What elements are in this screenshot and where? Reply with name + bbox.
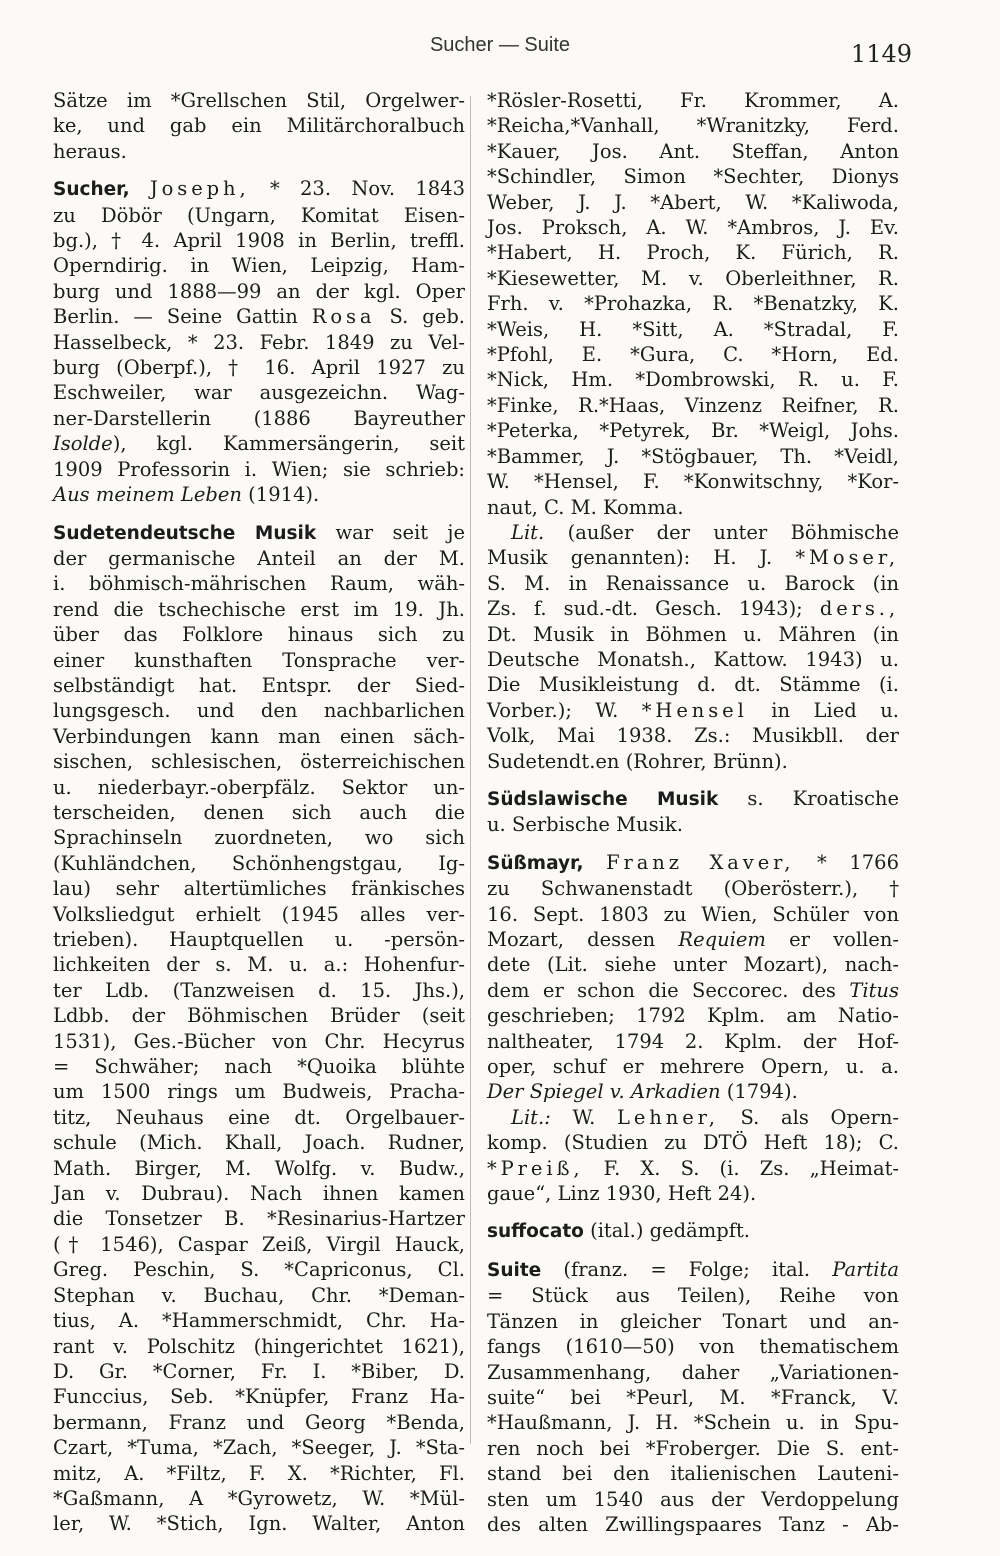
text-line: u. niederbayr.-oberpfälz. Sektor un- xyxy=(53,775,465,799)
text-line xyxy=(487,1257,899,1283)
text-line: lungsgesch. und den nachbarlichen xyxy=(53,699,465,723)
text-line: dete (Lit. siehe unter Mozart), nach- xyxy=(487,953,899,977)
text-line: = Schwäher; nach *Quoika blühte xyxy=(53,1055,465,1079)
text-line xyxy=(487,698,899,723)
text-line: sischen, schlesischen, österreichischen xyxy=(53,750,465,774)
text-line: geschrieben; 1792 Kplm. am Natio- xyxy=(487,1004,899,1028)
entry-suessmayr xyxy=(487,850,899,1207)
spaced-name: Rosa xyxy=(311,305,376,329)
text-line: mitz, A. *Filtz, F. X. *Richter, Fl. xyxy=(53,1461,465,1485)
text-line: burg (Oberpf.), † 16. April 1927 zu xyxy=(53,356,465,380)
text-line: *Gaßmann, A *Gyrowetz, W. *Mül- xyxy=(53,1486,465,1510)
text-line: *Bammer, J. *Stögbauer, Th. *Veidl, xyxy=(487,444,899,468)
text-line: *Haußmann, J. H. *Schein u. in Spu- xyxy=(487,1411,899,1435)
text-line: *Nick, Hm. *Dombrowski, R. u. F. xyxy=(487,368,899,392)
text-line xyxy=(487,850,899,876)
spaced-name: *Hensel xyxy=(641,698,748,722)
text-line: = Stück aus Teilen), Reihe von xyxy=(487,1284,899,1308)
text-line: fangs (1610—50) von thematischem xyxy=(487,1335,899,1359)
text-run: in Lied u. xyxy=(771,698,899,722)
text-line: Weber, J. J. *Abert, W. *Kaliwoda, xyxy=(487,190,899,214)
text-run: (1914). xyxy=(241,483,320,507)
text-line: ke, und gab ein Militärchoralbuch xyxy=(53,114,465,138)
text-line: Zusammenhang, daher „Variationen- xyxy=(487,1360,899,1384)
text-line xyxy=(487,927,899,952)
spaced-name: ders., xyxy=(819,597,900,621)
work-title: Aus meinem Leben xyxy=(53,483,242,507)
text-line: naut, C. M. Komma. xyxy=(487,495,684,519)
text-line: Sätze im *Grellschen Stil, Orgelwer- xyxy=(53,89,465,112)
text-line: *Finke, R.*Haas, Vinzenz Reifner, R. xyxy=(487,393,899,417)
text-line: *Kiesewetter, M. v. Oberleithner, R. xyxy=(487,266,899,290)
text-line: Hasselbeck, * 23. Febr. 1849 zu Vel- xyxy=(53,330,465,354)
text-run: * 23. Nov. 1843 xyxy=(269,177,465,201)
text-line: Die Musikleistung d. dt. Stämme (i. xyxy=(487,673,899,697)
entry-suite xyxy=(487,1257,899,1537)
text-line xyxy=(487,1156,899,1181)
text-run: Musik genannten): H. J. xyxy=(487,546,773,570)
text-line: oper, schuf er mehrere Opern, u. a. xyxy=(487,1055,899,1079)
work-title: Der Spiegel v. Arkadien xyxy=(487,1080,721,1104)
work-title: Titus xyxy=(849,978,899,1002)
text-line: Ldbb. der Böhmischen Brüder (seit xyxy=(53,1004,465,1028)
text-line: titz, Neuhaus eine dt. Orgelbauer- xyxy=(53,1105,465,1129)
text-line: *Reicha,*Vanhall, *Wranitzky, Ferd. xyxy=(487,114,899,138)
text-run: Berlin. — Seine Gattin xyxy=(53,305,298,329)
text-line: 16. Sept. 1803 zu Wien, Schüler von xyxy=(487,902,899,926)
text-run: * 1766 xyxy=(816,850,899,874)
work-title: Requiem xyxy=(678,928,766,951)
text-run: S. geb. xyxy=(389,305,466,329)
text-line: Sudetendt.en (Rohrer, Brünn). xyxy=(487,749,788,773)
text-line xyxy=(487,520,899,545)
text-line: u. Serbische Musik. xyxy=(487,813,683,837)
entry-sudetendeutsche-musik xyxy=(53,520,465,1537)
text-line: *Schindler, Simon *Sechter, Dionys xyxy=(487,165,899,189)
text-line: naltheater, 1794 2. Kplm. der Hof- xyxy=(487,1029,899,1053)
text-line: rant v. Polschitz (hingerichtet 1621), xyxy=(53,1334,465,1358)
text-line xyxy=(53,431,465,456)
text-line: heraus. xyxy=(53,139,127,163)
text-line xyxy=(487,1079,899,1104)
text-line: stand bei den italienischen Lauteni- xyxy=(487,1462,899,1486)
text-run: Zs. f. sud.-dt. Gesch. 1943); xyxy=(487,597,803,621)
text-line: lau) sehr altertümliches fränkisches xyxy=(53,877,465,901)
text-line: (Kuhländchen, Schönhengstgau, Ig- xyxy=(53,851,465,875)
text-run: F. X. S. (i. Zs. „Heimat- xyxy=(603,1156,899,1180)
right-column xyxy=(487,88,899,1537)
entry-headword: Sudetendeutsche Musik xyxy=(53,522,317,544)
text-line: *Habert, H. Proch, K. Fürich, R. xyxy=(487,241,899,265)
text-run: Mozart, dessen xyxy=(487,928,679,951)
text-line: der germanische Anteil an der M. xyxy=(53,546,465,570)
literature-sudeten xyxy=(487,520,899,774)
text-line: bermann, Franz und Georg *Benda, xyxy=(53,1410,465,1434)
text-line: schule (Mich. Khall, Joach. Rudner, xyxy=(53,1131,465,1155)
running-head: Sucher — Suite xyxy=(429,34,571,56)
text-line: einer kunsthaften Tonsprache ver- xyxy=(53,648,465,672)
lit-label: Lit. xyxy=(511,520,545,544)
text-line: Tänzen in gleicher Tonart und an- xyxy=(487,1309,899,1333)
text-line: S. M. in Renaissance u. Barock (in xyxy=(487,571,899,595)
text-line: des alten Zwillingspaares Tanz - Ab- xyxy=(487,1512,899,1536)
work-title: Isolde xyxy=(53,432,113,456)
text-line: 1909 Professorin i. Wien; sie schrieb: xyxy=(53,457,465,481)
text-line: *Kauer, Jos. Ant. Steffan, Anton xyxy=(487,139,899,163)
text-line: die Tonsetzer B. *Resinarius-Hartzer xyxy=(53,1207,465,1231)
entry-headword: Suite xyxy=(487,1259,542,1281)
text-run: (franz. = Folge; ital. xyxy=(541,1257,833,1281)
text-line xyxy=(487,596,899,621)
text-line: Funccius, Seb. *Knüpfer, Franz Ha- xyxy=(53,1385,465,1409)
text-line: Jos. Proksch, A. W. *Ambros, J. Ev. xyxy=(487,216,899,240)
spaced-name: *Preiß, xyxy=(487,1156,584,1180)
text-line: komp. (Studien zu DTÖ Heft 18); C. xyxy=(487,1131,899,1155)
text-line xyxy=(53,482,465,507)
text-line: D. Gr. *Corner, Fr. I. *Biber, D. xyxy=(53,1359,465,1383)
text-line: Czart, *Tuma, *Zach, *Seeger, J. *Sta- xyxy=(53,1436,465,1460)
spaced-name: Franz Xaver, xyxy=(606,850,795,874)
text-line xyxy=(487,545,899,570)
text-run: dem er schon die Seccorec. des xyxy=(487,978,850,1002)
text-line: Verbindungen kann man einen säch- xyxy=(53,724,465,748)
text-line: trieben). Hauptquellen u. -persön- xyxy=(53,928,465,951)
text-line: rend die tschechische erst im 19. Jh. xyxy=(53,597,465,621)
text-run: war seit je xyxy=(316,520,465,544)
entry-sudeten-continuation xyxy=(487,88,899,520)
text-line: zu Döbör (Ungarn, Komitat Eisen- xyxy=(53,203,465,227)
column-divider xyxy=(470,96,471,1444)
spaced-name: Joseph, xyxy=(149,177,250,201)
entry-suedslawische-musik xyxy=(487,786,899,838)
text-line: ner-Darstellerin (1886 Bayreuther xyxy=(53,406,465,430)
text-run: Vorber.); W. xyxy=(487,698,619,722)
text-run: (ital.) gedämpft. xyxy=(583,1219,750,1243)
text-line: *Rösler-Rosetti, Fr. Krommer, A. xyxy=(487,89,899,112)
text-line xyxy=(53,304,465,329)
text-line: suite“ bei *Peurl, M. *Franck, V. xyxy=(487,1385,899,1409)
text-line: Deutsche Monatsh., Kattow. 1943) u. xyxy=(487,647,899,671)
text-line xyxy=(487,1105,899,1130)
text-line: Greg. Peschin, S. *Capriconus, Cl. xyxy=(53,1258,465,1282)
text-line: tius, A. *Hammerschmidt, Chr. Ha- xyxy=(53,1309,465,1333)
text-line: Frh. v. *Prohazka, R. *Benatzky, K. xyxy=(487,292,899,316)
text-line: zu Schwanenstadt (Oberösterr.), † xyxy=(487,877,899,901)
entry-continuation xyxy=(53,88,465,164)
text-line: Stephan v. Buchau, Chr. *Deman- xyxy=(53,1283,465,1307)
text-line: Operndirig. in Wien, Leipzig, Ham- xyxy=(53,254,465,278)
text-line: bg.), † 4. April 1908 in Berlin, treffl. xyxy=(53,229,465,253)
text-run: S. als Opern- xyxy=(740,1105,900,1129)
text-line: Eschweiler, war ausgezeichn. Wag- xyxy=(53,381,465,405)
text-line: Math. Birger, M. Wolfg. v. Budw., xyxy=(53,1156,465,1180)
text-line xyxy=(487,978,899,1003)
text-line xyxy=(487,786,899,812)
lit-label: Lit.: xyxy=(511,1105,551,1129)
text-line: 1531), Ges.-Bücher von Chr. Hecyrus xyxy=(53,1029,465,1053)
spaced-name: Lehner, xyxy=(616,1105,719,1129)
entry-suffocato xyxy=(487,1218,899,1244)
text-line: ren noch bei *Froberger. Die S. ent- xyxy=(487,1436,899,1460)
entry-headword: Sucher, xyxy=(53,179,130,201)
text-run: W. xyxy=(572,1105,596,1129)
text-line: Jan v. Dubrau). Nach ihnen kamen xyxy=(53,1182,465,1206)
text-run: ), kgl. Kammersängerin, seit xyxy=(112,432,465,456)
entry-sucher xyxy=(53,176,465,507)
text-run: er vollen- xyxy=(765,928,899,951)
text-line xyxy=(53,520,465,546)
text-line: lichkeiten der s. M. u. a.: Hohenfur- xyxy=(53,953,465,977)
text-line: sten um 1540 aus der Verdoppelung xyxy=(487,1487,899,1511)
text-line: über das Folklore hinaus sich zu xyxy=(53,623,465,647)
text-line: Volk, Mai 1938. Zs.: Musikbll. der xyxy=(487,724,899,748)
spaced-name: *Moser, xyxy=(795,546,900,570)
text-line: ler, W. *Stich, Ign. Walter, Anton xyxy=(53,1512,465,1536)
text-run: (1794). xyxy=(720,1080,798,1104)
entry-headword: Süßmayr, xyxy=(487,852,584,874)
left-column xyxy=(53,88,465,1537)
text-run: s. Kroatische xyxy=(718,786,899,810)
text-line: *Pfohl, E. *Gura, C. *Horn, Ed. xyxy=(487,343,899,367)
text-line: Sprachinseln zuordneten, wo sich xyxy=(53,826,465,850)
text-line: i. böhmisch-mährischen Raum, wäh- xyxy=(53,572,465,596)
page-number: 1149 xyxy=(850,40,912,68)
text-line: († 1546), Caspar Zeiß, Virgil Hauck, xyxy=(53,1232,465,1256)
text-line: gaue“, Linz 1930, Heft 24). xyxy=(487,1182,757,1206)
text-line: um 1500 rings um Budweis, Pracha- xyxy=(53,1080,465,1104)
work-title: Partita xyxy=(832,1257,899,1281)
text-line: *Weis, H. *Sitt, A. *Stradal, F. xyxy=(487,317,899,341)
text-line: *Peterka, *Petyrek, Br. *Weigl, Johs. xyxy=(487,419,899,443)
entry-headword: Südslawische Musik xyxy=(487,788,719,810)
entry-headword: suffocato xyxy=(487,1221,584,1243)
text-run: (außer der unter Böhmische xyxy=(544,520,899,544)
text-line: selbständigt hat. Entspr. der Sied- xyxy=(53,673,465,697)
text-line: terscheiden, denen sich auch die xyxy=(53,800,465,824)
text-line: Dt. Musik in Böhmen u. Mähren (in xyxy=(487,622,899,646)
text-line: Volksliedgut erhielt (1945 alles ver- xyxy=(53,902,465,926)
text-line: ter Ldb. (Tanzweisen d. 15. Jhs.), xyxy=(53,978,465,1002)
text-line: burg und 1888—99 an der kgl. Oper xyxy=(53,279,465,303)
text-line xyxy=(53,176,465,202)
text-line: W. *Hensel, F. *Konwitschny, *Kor- xyxy=(487,470,899,494)
text-line xyxy=(487,1218,899,1244)
